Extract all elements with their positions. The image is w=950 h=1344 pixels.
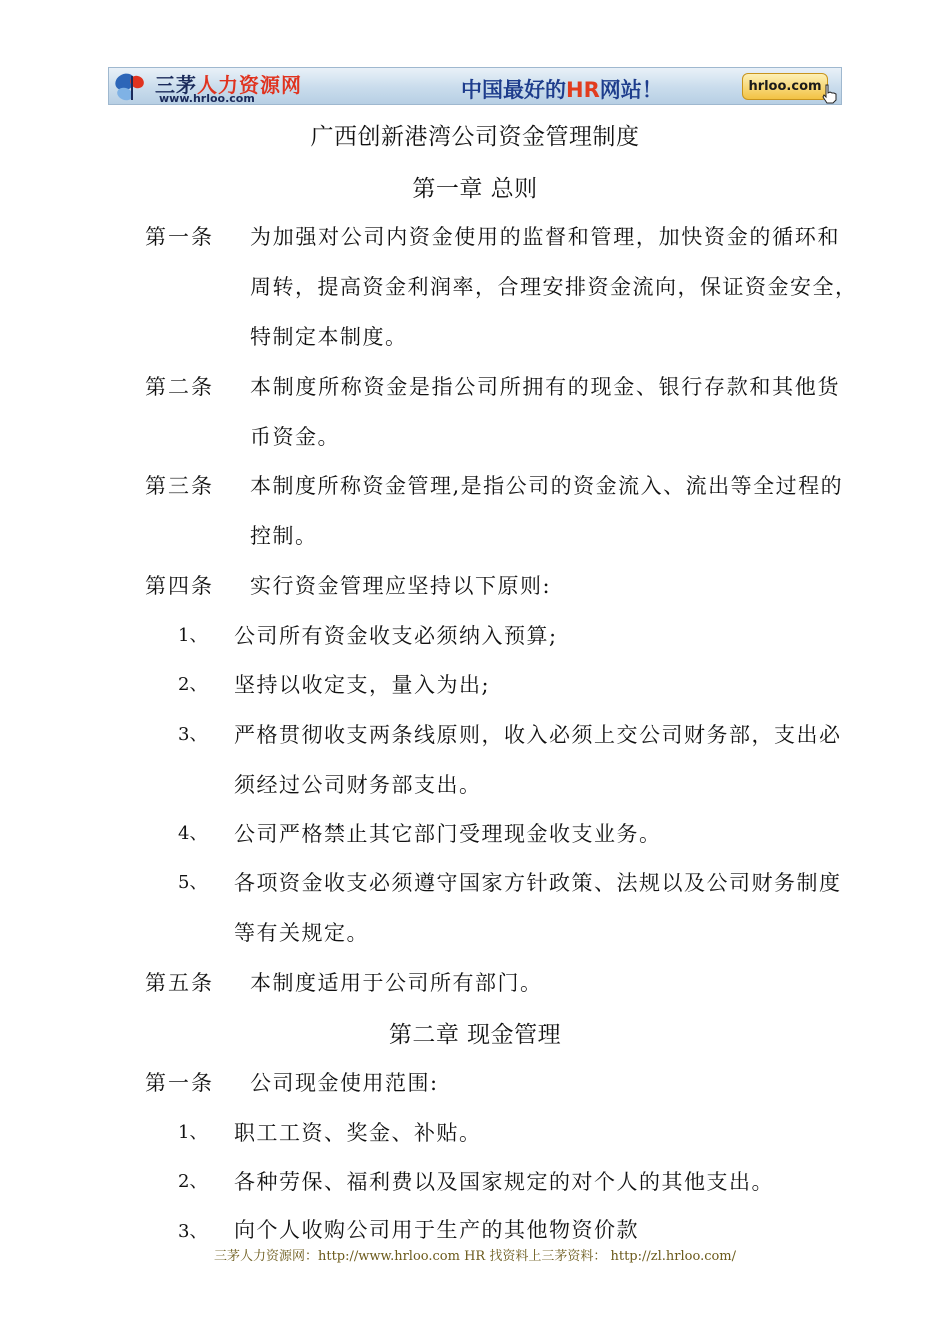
logo-url: www.hrloo.com	[159, 92, 255, 105]
list-item-text: 向个人收购公司用于生产的其他物资价款	[234, 1218, 639, 1242]
list-item-text: 坚持以收定支，量入为出;	[234, 673, 491, 697]
list-item-text: 等有关规定。	[234, 921, 369, 945]
list-item-number: 3、	[178, 1221, 208, 1242]
article-text-line: 周转，提高资金利润率，合理安排资金流向，保证资金安全，	[250, 275, 858, 299]
list-item-number: 5、	[178, 872, 208, 893]
logo-text: 三茅人力资源网	[155, 73, 302, 97]
chapter-2-heading: 第二章 现金管理	[388, 1022, 562, 1048]
article-text-line: 本制度所称资金管理,是指公司的资金流入、流出等全过程的	[250, 474, 844, 498]
article-text-line: 为加强对公司内资金使用的监督和管理，加快资金的循环和	[250, 225, 840, 249]
list-item-number: 4、	[178, 823, 208, 844]
butterfly-logo-icon	[113, 70, 151, 104]
list-item-number: 3、	[178, 724, 208, 745]
article-label: 第二条	[145, 375, 214, 399]
article-label: 第五条	[145, 971, 214, 995]
article-text-line: 本制度所称资金是指公司所拥有的现金、银行存款和其他货	[250, 375, 840, 399]
list-item-text: 各种劳保、福利费以及国家规定的对个人的其他支出。	[234, 1170, 774, 1194]
list-item-number: 2、	[178, 1171, 208, 1192]
hand-cursor-icon	[821, 84, 839, 104]
banner-slogan: 中国最好的HR网站！	[461, 78, 663, 102]
list-item-text: 公司所有资金收支必须纳入预算;	[234, 624, 558, 648]
list-item-number: 1、	[178, 625, 208, 646]
article-label: 第一条	[145, 225, 214, 249]
article-text-line: 币资金。	[250, 425, 340, 449]
list-item-number: 2、	[178, 674, 208, 695]
list-item-text: 公司严格禁止其它部门受理现金收支业务。	[234, 822, 662, 846]
page-footer: 三茅人力资源网：http://www.hrloo.com HR 找资料上三茅资料： http://zl.hrloo.com/	[213, 1249, 737, 1264]
list-item-text: 须经过公司财务部支出。	[234, 773, 482, 797]
article-text-line: 公司现金使用范围:	[250, 1071, 439, 1095]
article-text-line: 实行资金管理应坚持以下原则:	[250, 574, 552, 598]
chapter-1-heading: 第一章 总则	[412, 176, 538, 202]
list-item-text: 各项资金收支必须遵守国家方针政策、法规以及公司财务制度	[234, 871, 842, 895]
article-text-line: 特制定本制度。	[250, 325, 408, 349]
hrloo-button[interactable]: hrloo.com	[742, 73, 828, 100]
document-title: 广西创新港湾公司资金管理制度	[310, 124, 640, 150]
article-label: 第三条	[145, 474, 214, 498]
article-label: 第一条	[145, 1071, 214, 1095]
list-item-text: 严格贯彻收支两条线原则，收入必须上交公司财务部，支出必	[234, 723, 842, 747]
article-label: 第四条	[145, 574, 214, 598]
list-item-number: 1、	[178, 1122, 208, 1143]
article-text-line: 本制度适用于公司所有部门。	[250, 971, 543, 995]
list-item-text: 职工工资、奖金、补贴。	[234, 1121, 482, 1145]
article-text-line: 控制。	[250, 524, 318, 548]
header-banner[interactable]	[108, 67, 842, 105]
